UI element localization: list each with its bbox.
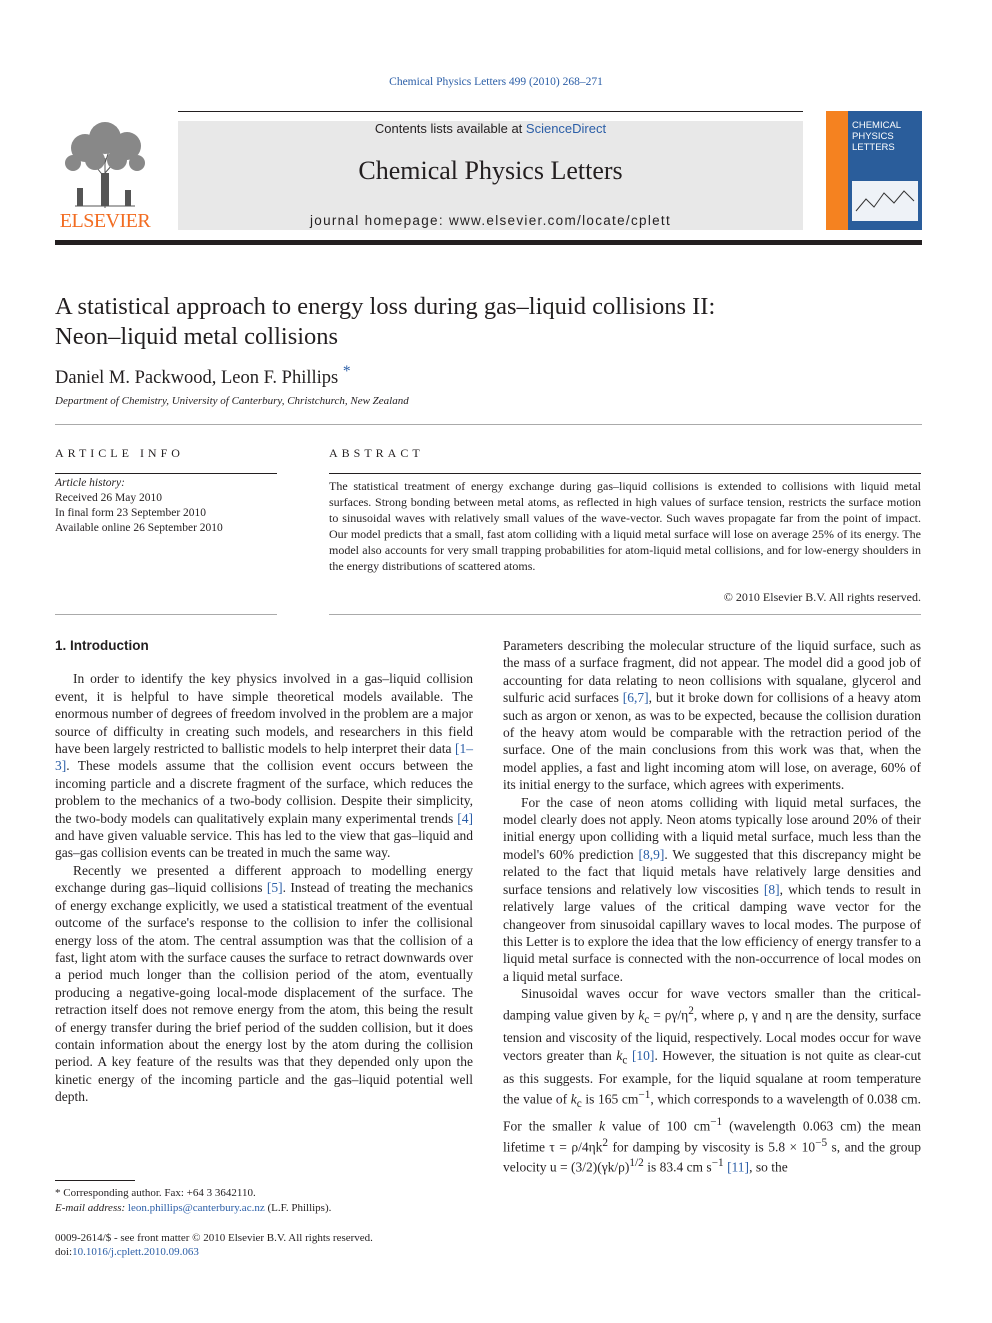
history-label: Article history:: [55, 477, 125, 489]
section-heading: 1. Introduction: [55, 638, 149, 653]
article-title-line: Neon–liquid metal collisions: [55, 323, 339, 350]
divider: [55, 614, 277, 615]
subscript: c: [644, 1013, 650, 1026]
history-received: Received 26 May 2010: [55, 492, 162, 504]
superscript: −5: [815, 1136, 828, 1149]
citation-link[interactable]: [10]: [631, 1047, 655, 1063]
subscript: c: [622, 1054, 628, 1067]
body-left-column: [55, 637, 473, 1106]
text: (wavelength 0.063 cm) the mean lifetime τ = ρ/4ηk: [503, 1118, 921, 1155]
header-rule: [178, 111, 803, 112]
subscript: c: [576, 1098, 582, 1111]
footnote: [55, 1186, 473, 1216]
cover-title: [852, 120, 901, 153]
corresponding-author-note: * Corresponding author. Fax: +64 3 3642110.: [55, 1187, 256, 1199]
text: , which tends to result in relatively large values of the critical damping wave vector for the changeover from sinusoidal capillary waves to local modes. The purpose of this Letter is to explore the idea that the low efficiency of energy transfer to a liquid metal surface is connected with the non-occurrence of local modes on a liquid metal surface.: [503, 881, 921, 984]
email-link[interactable]: leon.phillips@canterbury.ac.nz: [127, 1202, 265, 1214]
text: For the case of neon atoms colliding with liquid metal surfaces, the model clearly does not apply. Neon atoms typically lose around 20% of their initial energy upon colliding with a liquid metal surface, much less than the model's 60% prediction: [503, 794, 921, 862]
citation-link[interactable]: [1–3]: [55, 741, 473, 774]
article-info-heading: ARTICLE INFO: [55, 446, 184, 460]
superscript: −1: [638, 1089, 651, 1102]
issn-block: [55, 1231, 473, 1259]
divider: [329, 473, 921, 474]
text: Sinusoidal waves occur for wave vectors smaller than the critical-damping value given by: [503, 986, 921, 1023]
text: for damping by viscosity is 5.8 × 10: [608, 1139, 816, 1155]
email-suffix: (L.F. Phillips).: [264, 1202, 332, 1214]
superscript: 2: [688, 1004, 694, 1017]
text: Parameters describing the molecular structure of the liquid surface, such as the mass of a surface fragment, did not appear. The model did a good job of accounting for data relating to neon collisions with squalane, glycerol and sulfuric acid surfaces: [503, 638, 921, 706]
paragraph: [55, 862, 473, 1106]
corresponding-author-mark[interactable]: *: [342, 363, 351, 380]
citation-link[interactable]: [4]: [457, 810, 473, 826]
text: is 165 cm: [581, 1091, 639, 1107]
text: . However, the situation is not quite as clear-cut as this suggests. For example, for the liquid squalane at room temperature the value of: [503, 1047, 921, 1107]
text: , where ρ, γ and η are the density, surface tension and viscosity of the liquid, respectively. Local modes occur for wave vectors greater than: [503, 1007, 921, 1063]
text: . Instead of treating the mechanics of energy exchange explicitly, we used a statistical treatment of the eventual outcome of the surface's response to the collision to infer the collisional energy loss of the atom. The central assumption was that the collision of a fast, light atom with the surface causes the surface to retract downwards over a period much longer than the collision period of the atom, eventually producing a negative-going local-mode displacement of the surface. The retraction itself does not remove energy from the atom, this being the result of energy transfer during the brief period of the sudden collision, but it does contain information about the energy lost by the atom during the collision period. A key feature of the results was that they depended only upon the kinetic energy of the incoming particle and the gas–liquid potential well depth.: [55, 880, 473, 1105]
cover-title-line: LETTERS: [852, 142, 895, 153]
header-thick-rule: [55, 240, 922, 245]
authors-names: Daniel M. Packwood, Leon F. Phillips: [55, 368, 339, 389]
cover-title-line: CHEMICAL: [852, 120, 902, 131]
text: In order to identify the key physics involved in a gas–liquid collision event, it is helpful to have simple theoretical models available. The enormous number of degrees of freedom involved in the problem are a major source of difficulty in creating such models, and researchers in this field have been largely restricted to ballistic models to help interpret their data: [55, 671, 473, 757]
paragraph: [503, 794, 921, 985]
symbol: k: [570, 1091, 577, 1107]
symbol: k: [638, 1007, 645, 1023]
citation-link[interactable]: [8]: [763, 881, 780, 897]
superscript: −1: [710, 1115, 723, 1128]
paragraph: [503, 637, 921, 794]
superscript: 1/2: [629, 1157, 644, 1170]
cover-title-line: PHYSICS: [852, 131, 894, 142]
equation: = ργ/η: [649, 1007, 689, 1023]
paragraph: [503, 985, 921, 1176]
citation-link[interactable]: [8,9]: [638, 846, 665, 862]
author-list: [55, 363, 351, 389]
cover-figure-icon: [852, 181, 918, 221]
text: , but it broke down for collisions of a heavy atom such as argon or xenon, as was to be expected, because the collision duration of the heavy atom would be comparable with the retraction period of the surface. One of the main conclusions from this work was that, when the model applies, a fast and light incoming atom will lose, on average, 60% of its initial energy to the surface, which agrees with experiments.: [503, 690, 921, 793]
divider: [329, 614, 921, 615]
doi-link[interactable]: 10.1016/j.cplett.2010.09.063: [72, 1246, 199, 1258]
citation-link[interactable]: [5]: [266, 880, 283, 896]
text: , so the: [749, 1159, 788, 1175]
email-label: E-mail address:: [55, 1202, 128, 1214]
article-history: [55, 476, 277, 536]
text: value of 100 cm: [604, 1118, 711, 1134]
divider: [55, 424, 922, 425]
text: Recently we presented a different approach to modelling energy exchange during gas–liquid collisions: [55, 862, 473, 896]
elsevier-wordmark: ELSEVIER: [59, 210, 151, 232]
body-right-column: [503, 637, 921, 1176]
paragraph: [55, 670, 473, 861]
citation-link[interactable]: [6,7]: [622, 690, 649, 706]
abstract-heading: ABSTRACT: [329, 446, 424, 460]
contents-line: [178, 121, 803, 136]
article-title: [55, 292, 922, 352]
doi-label: doi:: [55, 1246, 73, 1258]
text: . These models assume that the collision event occurs between the incoming particle and a discrete fragment of the surface, which reduces the problem to the mechanics of a two-body collision. Despite their simplicity, the two-body models can qualitatively explain many experimental trends: [55, 758, 473, 826]
text: and have given valuable service. This has led to the view that gas–liquid and gas–gas collision events can be treated in much the same way.: [55, 828, 473, 861]
journal-homepage[interactable]: journal homepage: www.elsevier.com/locate/cplett: [309, 213, 672, 228]
journal-cover[interactable]: [826, 111, 922, 230]
abstract-copyright: © 2010 Elsevier B.V. All rights reserved.: [723, 590, 921, 604]
text: . We suggested that this discrepancy might be related to the fact that liquid metals have relatively large densities and surface tensions and relatively low viscosities: [503, 846, 921, 897]
text: , which corresponds to a wavelength of 0.038 cm. For the smaller: [503, 1091, 921, 1134]
cover-strip: [826, 111, 848, 230]
article-title-line: A statistical approach to energy loss during gas–liquid collisions II:: [55, 293, 716, 320]
text: is 83.4 cm s: [643, 1159, 712, 1175]
journal-citation[interactable]: Chemical Physics Letters 499 (2010) 268–271: [389, 76, 603, 88]
sciencedirect-link[interactable]: ScienceDirect: [525, 121, 607, 136]
symbol: k: [598, 1118, 605, 1134]
text: s, and the group velocity u = (3/2)(γk/ρ): [503, 1139, 921, 1175]
contents-prefix: Contents lists available at: [374, 121, 526, 136]
superscript: −1: [711, 1157, 724, 1170]
history-online: Available online 26 September 2010: [55, 522, 223, 534]
citation-link[interactable]: [11]: [727, 1159, 750, 1175]
tree-icon: [55, 118, 155, 213]
issn-line: 0009-2614/$ - see front matter © 2010 Elsevier B.V. All rights reserved.: [55, 1232, 373, 1244]
journal-title: Chemical Physics Letters: [358, 156, 623, 185]
history-final-form: In final form 23 September 2010: [55, 507, 207, 519]
symbol: k: [616, 1047, 623, 1063]
abstract-text: The statistical treatment of energy exchange during gas–liquid collisions is extended to collisions with liquid metal surfaces. Strong bonding between metal atoms, as reflected in high values of surface tension, restricts the surface motion to sinusoidal waves with relatively small values of the wave-vector. Such waves propagate far from the point of impact. Our model predicts that a small, fast atom colliding with a liquid metal surface will lose on average 25% of its energy. The model also accounts for very small trapping probabilities for atom-liquid metal collisions, and for low-energy shoulders in the energy distributions of scattered atoms.: [329, 479, 921, 573]
affiliation: Department of Chemistry, University of Canterbury, Christchurch, New Zealand: [55, 395, 409, 407]
superscript: 2: [602, 1136, 609, 1149]
footnote-rule: [55, 1180, 135, 1181]
divider: [55, 473, 277, 474]
